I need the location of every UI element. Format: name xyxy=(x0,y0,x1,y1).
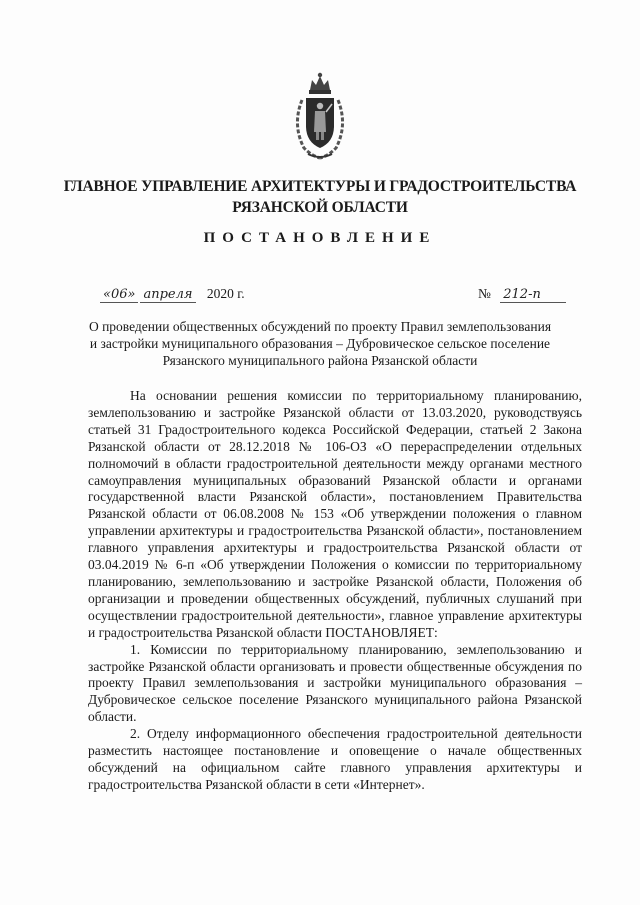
organization-name-line1: ГЛАВНОЕ УПРАВЛЕНИЕ АРХИТЕКТУРЫ И ГРАДОСТРОИТЕЛЬСТВА xyxy=(63,178,577,195)
date-year: 2020 г. xyxy=(206,286,245,301)
item-1-paragraph: 1. Комиссии по территориальному планированию, землепользованию и застройке Рязанской области организовать и провести общественные обсуждения по проекту Правил землепользования и застройки муниципального образования – Дубровическое сельское поселение Рязанского муниципального района Рязанской области. xyxy=(88,641,582,725)
subject-line1: О проведении общественных обсуждений по проекту Правил землепользования xyxy=(88,319,552,334)
subject-line2: и застройки муниципального образования – Дубровическое сельское поселение xyxy=(89,336,551,351)
number-prefix: № xyxy=(478,286,491,301)
organization-name xyxy=(40,176,600,218)
preamble-paragraph: На основании решения комиссии по территориальному планированию, землепользованию и застройке Рязанской области от 13.03.2020, руководствуясь статьей 31 Градостроительного кодекса Российской Федерации, статьей 2 Закона Рязанской области от 28.12.2018 № 106-ОЗ «О перераспределении отдельных полномочий в области градостроительной деятельности между органами местного самоуправления муниципальных образований Рязанской области и органами государственной власти Рязанской области», постановлением Правительства Рязанской области от 06.08.2008 № 153 «Об утверждении положения о главном управлении архитектуры и градостроительства Рязанской области», постановлением главного управления архитектуры и градостроительства Рязанской области от 03.04.2019 № 6-п «Об утверждении Положения о комиссии по территориальному планированию, землепользованию и застройке Рязанской области, Положения об организации и проведении общественных обсуждений, публичных слушаний при осуществлении градостроительной деятельности», главное управление архитектуры и градостроительства Рязанской области ПОСТАНОВЛЯЕТ: xyxy=(88,388,582,640)
organization-name-line2: РЯЗАНСКОЙ ОБЛАСТИ xyxy=(232,199,408,216)
subject-line3: Рязанского муниципального района Рязанской области xyxy=(162,353,478,368)
date-day-handwritten: «06» xyxy=(100,287,138,303)
number-value-handwritten: 212-п xyxy=(500,287,566,303)
item-2-paragraph: 2. Отделу информационного обеспечения градостроительной деятельности разместить настоящее постановление и оповещение о начале общественных обсуждений на официальном сайте главного управления архитектуры и градостроительства Рязанской области в сети «Интернет». xyxy=(88,726,582,792)
document-subject xyxy=(60,318,580,369)
date-month-handwritten: апреля xyxy=(140,287,195,303)
document-date xyxy=(100,286,245,303)
document-number xyxy=(478,286,566,303)
document-type-heading: ПОСТАНОВЛЕНИЕ xyxy=(203,230,437,246)
coat-of-arms-icon xyxy=(288,70,352,162)
document-body xyxy=(88,388,582,794)
